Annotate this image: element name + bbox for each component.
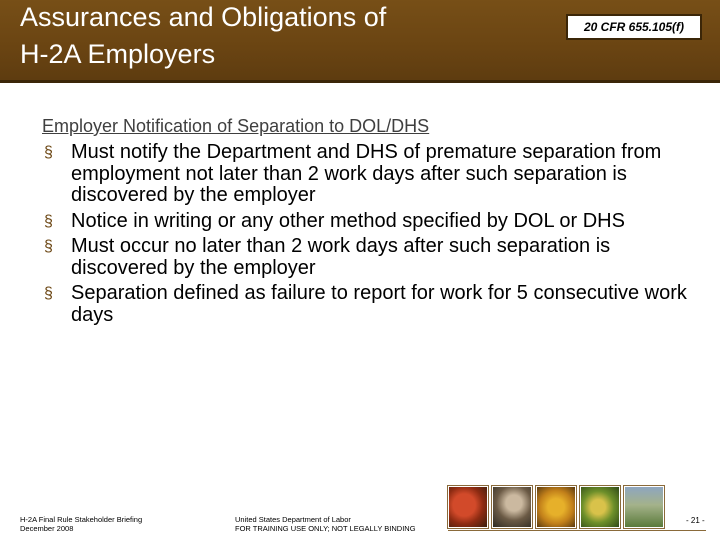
footer-briefing-date: December 2008 <box>20 524 74 533</box>
bullet-item <box>44 283 704 326</box>
bullet-item <box>44 142 704 207</box>
footer-disclaimer: FOR TRAINING USE ONLY; NOT LEGALLY BINDING <box>235 524 416 533</box>
bullet-icon: § <box>44 285 53 302</box>
bullet-icon: § <box>44 212 53 230</box>
honeycomb-photo-icon <box>536 486 576 528</box>
footer-briefing-title: H-2A Final Rule Stakeholder Briefing <box>20 515 143 524</box>
bullet-text: Must notify the Department and DHS of premature separation from employment not later than 2 work days after such separation is discovered by the employer <box>71 141 662 206</box>
footer-divider <box>448 530 706 531</box>
field-photo-icon <box>624 486 664 528</box>
footer-department: United States Department of Labor <box>235 515 351 524</box>
bullet-icon: § <box>44 144 53 161</box>
worker-photo-icon <box>492 486 532 528</box>
slide-title-line1: Assurances and Obligations of <box>20 2 387 32</box>
footer-photo-strip <box>448 486 664 528</box>
footer-briefing-info <box>20 515 142 533</box>
bullet-text: Separation defined as failure to report for work for 5 consecutive work days <box>71 282 687 326</box>
citation-badge <box>566 14 702 40</box>
header-divider <box>0 80 720 83</box>
bullet-item <box>44 211 704 233</box>
fruit-photo-icon <box>580 486 620 528</box>
page-number: - 21 - <box>686 516 705 525</box>
citation-text: 20 CFR 655.105(f) <box>583 20 685 34</box>
slide-header <box>0 0 720 80</box>
footer-department-info <box>235 515 416 533</box>
bullet-icon: § <box>44 238 53 255</box>
slide-title-line2: H-2A Employers <box>20 39 216 69</box>
produce-photo-icon <box>448 486 488 528</box>
slide-title <box>20 0 386 73</box>
bullet-list <box>44 142 704 330</box>
bullet-text: Notice in writing or any other method specified by DOL or DHS <box>71 209 625 232</box>
bullet-item <box>44 236 704 279</box>
section-subheading: Employer Notification of Separation to DOL/DHS <box>42 116 430 136</box>
bullet-text: Must occur no later than 2 work days after such separation is discovered by the employer <box>71 235 611 279</box>
